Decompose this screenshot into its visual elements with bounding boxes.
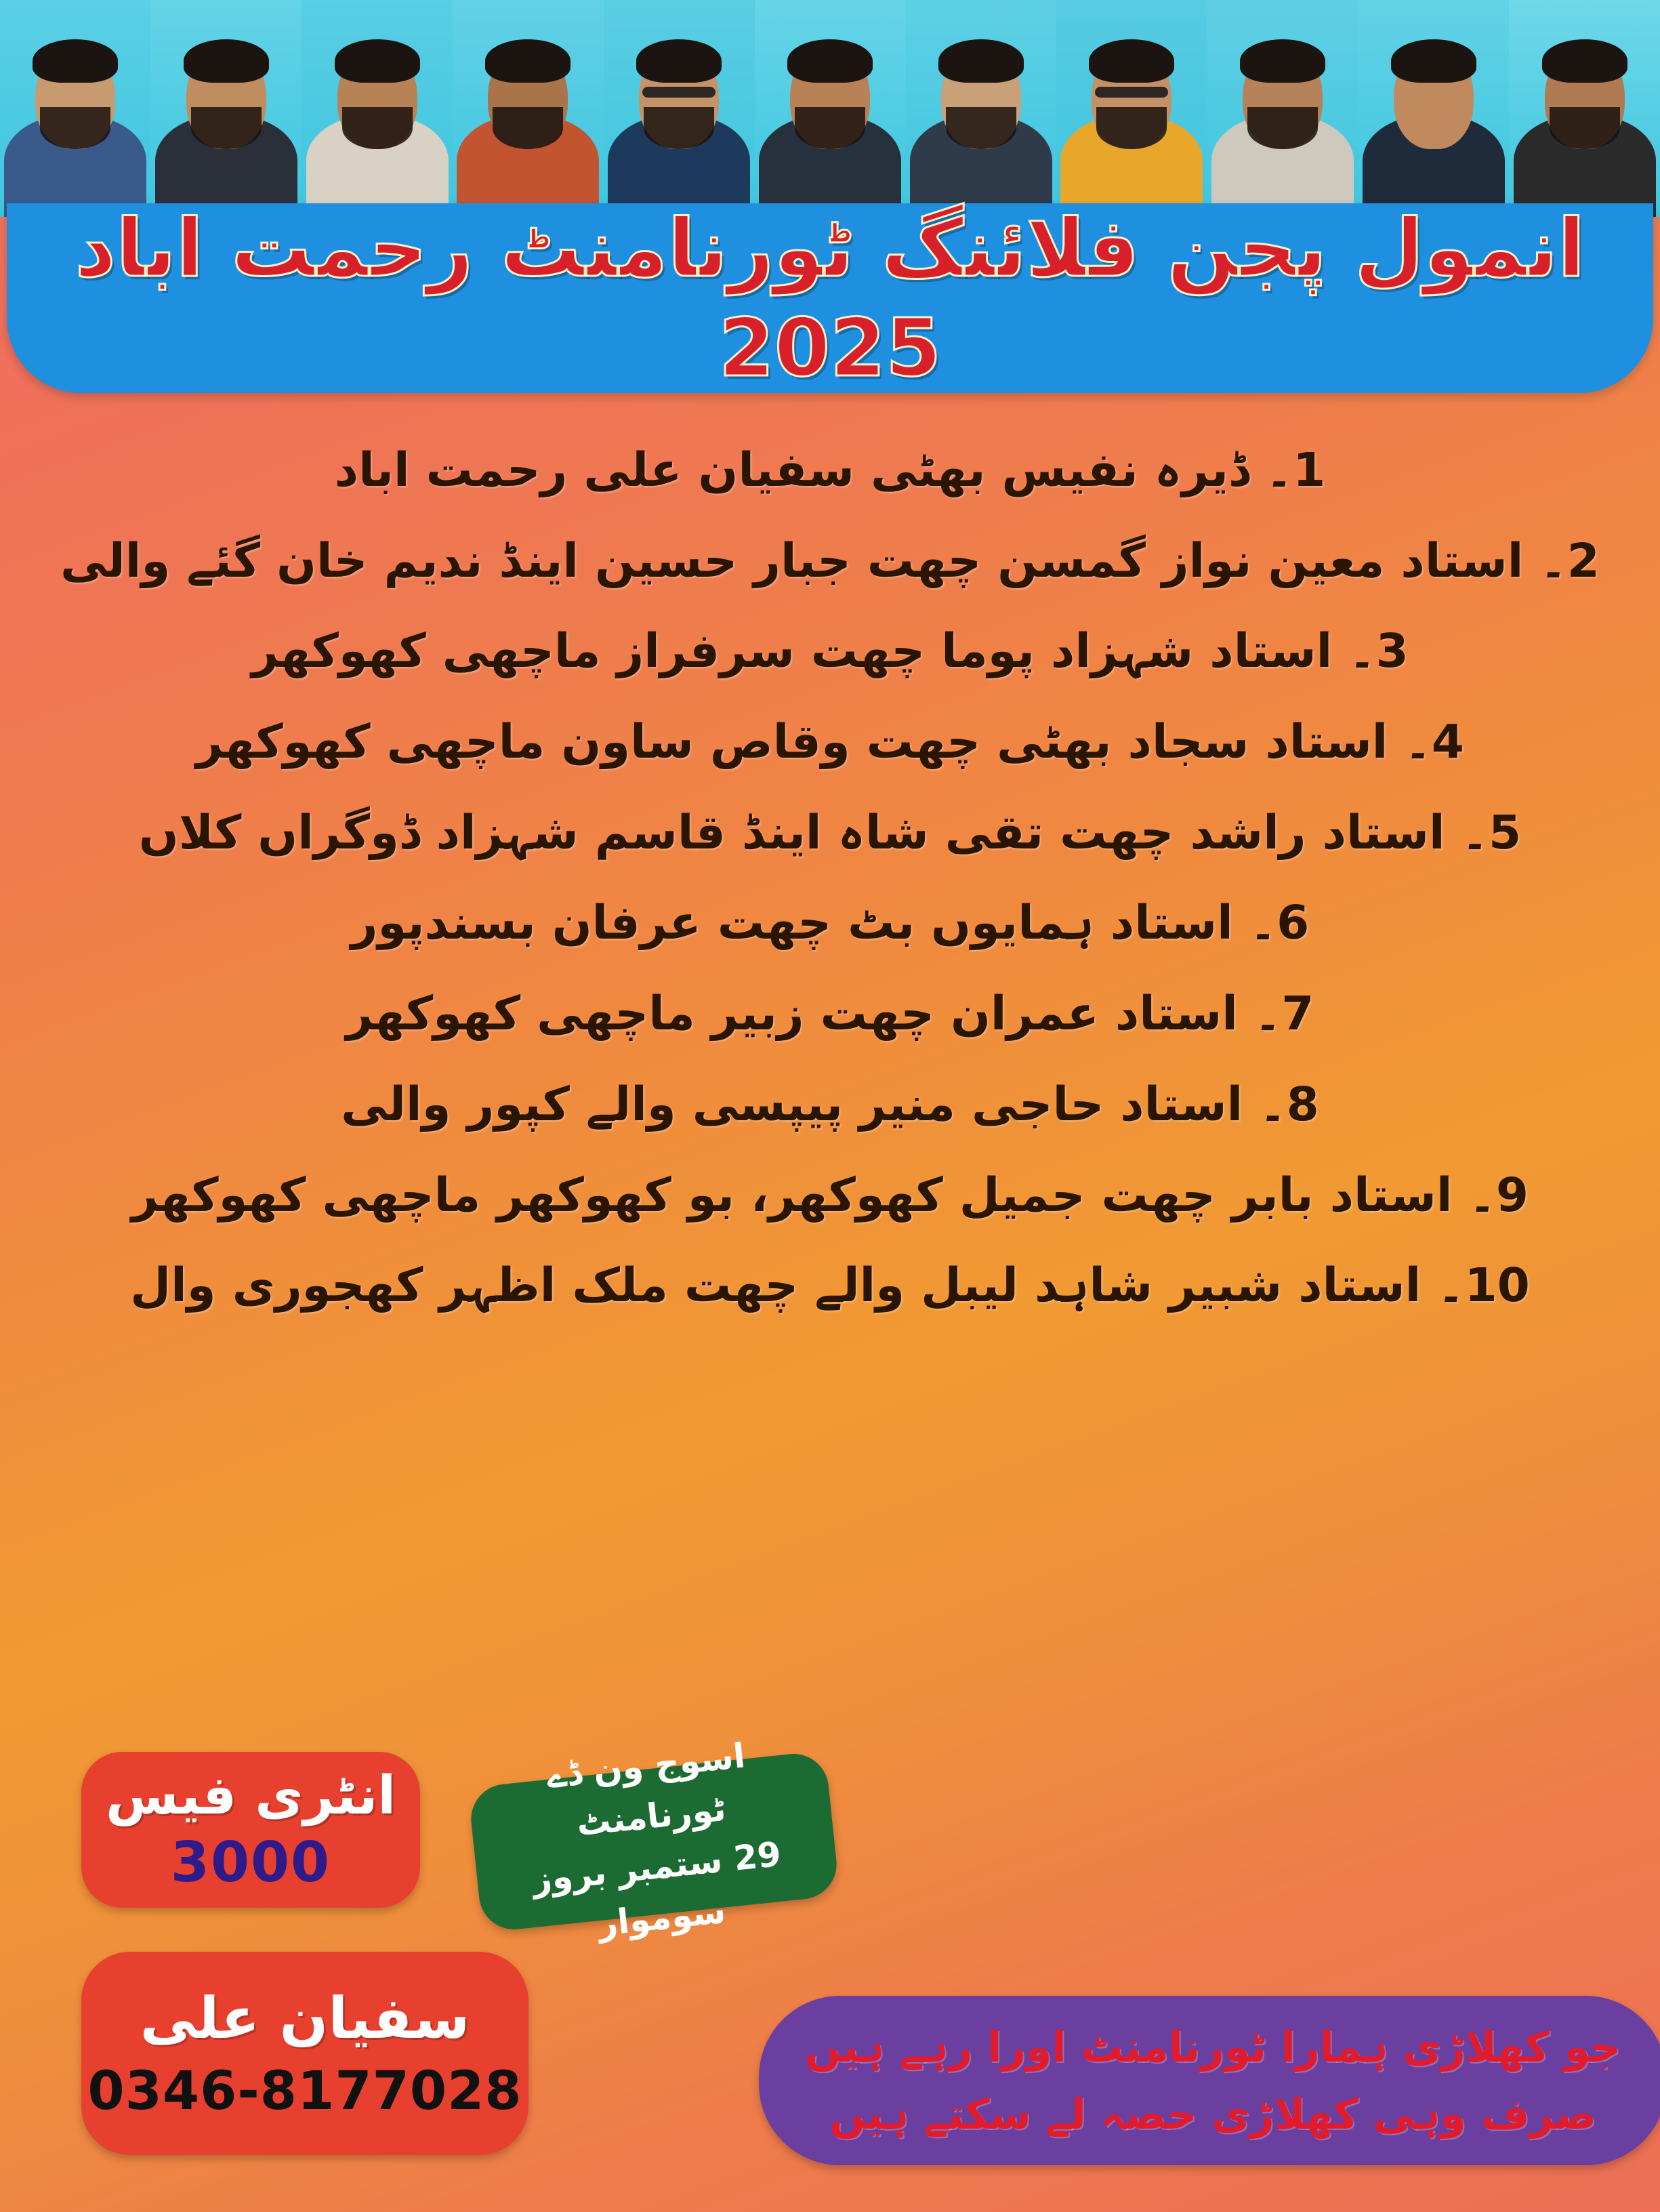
page-title: انمول پجن فلائنگ ٹورنامنٹ رحمت اباد 2025 — [75, 201, 1585, 394]
event-date-line2: 29 ستمبر بروز سوموار — [530, 1834, 783, 1944]
photo-beard — [1247, 107, 1318, 149]
event-date-line1: اسوج ون ڈے ٹورنامنٹ — [545, 1735, 747, 1844]
participant-photos-band — [0, 0, 1660, 217]
participants-list — [47, 441, 1613, 1347]
list-item: 3۔ استاد شہزاد پوما چھت سرفراز ماچھی کھوکھر — [251, 624, 1409, 679]
photo-beard — [342, 107, 413, 149]
event-date-badge — [468, 1735, 840, 1944]
eligibility-note-line1: جو کھلاڑی ہمارا ٹورنامنٹ اورا رہے ہیں — [805, 2022, 1621, 2072]
contact-name: سفیان علی — [140, 1985, 470, 2051]
list-item: 1۔ ڈیرہ نفیس بھٹی سفیان علی رحمت اباد — [334, 443, 1326, 497]
photo-hair — [787, 39, 873, 83]
participant-photo — [905, 0, 1056, 217]
entry-fee-label: انٹری فیس — [105, 1765, 396, 1826]
list-item: 7۔ استاد عمران چھت زبیر ماچھی کھوکھر — [346, 987, 1314, 1042]
photo-hair — [184, 39, 269, 83]
participant-photo — [453, 0, 604, 217]
participant-photo — [0, 0, 151, 217]
photo-sunglasses — [642, 87, 715, 98]
photo-beard — [1550, 107, 1620, 149]
title-banner — [7, 203, 1653, 393]
list-item: 5۔ استاد راشد چھت تقی شاہ اینڈ قاسم شہزاد ڈوگراں کلاں — [138, 805, 1522, 860]
list-item: 2۔ استاد معین نواز گمسن چھت جبار حسین اینڈ ندیم خان گئے والی — [60, 533, 1600, 588]
photo-hair — [485, 39, 570, 83]
list-item: 8۔ استاد حاجی منیر پیپسی والے کپور والی — [341, 1077, 1319, 1132]
photo-beard — [1096, 107, 1167, 149]
participant-photo — [1207, 0, 1358, 217]
participant-photo — [604, 0, 755, 217]
list-item: 10۔ استاد شبیر شاہد لیبل والے چھت ملک اظہر کھجوری وال — [130, 1258, 1530, 1313]
photo-hair — [1089, 39, 1174, 83]
participant-photo — [302, 0, 453, 217]
entry-fee-amount: 3000 — [170, 1830, 331, 1895]
list-item: 4۔ استاد سجاد بھٹی چھت وقاص ساون ماچھی کھوکھر — [196, 715, 1464, 770]
photo-sunglasses — [1095, 87, 1168, 98]
photo-hair — [33, 39, 118, 83]
photo-beard — [493, 107, 563, 149]
participant-photo — [755, 0, 906, 217]
contact-badge — [81, 1952, 528, 2155]
photo-beard — [644, 107, 714, 149]
contact-phone: 0346-8177028 — [87, 2061, 522, 2122]
list-item: 6۔ استاد ہمایوں بٹ چھت عرفان بسندپور — [350, 896, 1310, 951]
photo-hair — [335, 39, 420, 83]
entry-fee-badge — [81, 1752, 420, 1908]
photo-beard — [946, 107, 1016, 149]
participant-photo — [1358, 0, 1510, 217]
eligibility-note-line2: صرف وہی کھلاڑی حصہ لے سکتے ہیں — [829, 2089, 1596, 2139]
photo-beard — [795, 107, 865, 149]
photo-beard — [191, 107, 262, 149]
participant-photo — [1056, 0, 1207, 217]
eligibility-note-badge — [759, 1996, 1660, 2165]
photo-beard — [40, 107, 110, 149]
photo-hair — [636, 39, 722, 83]
list-item: 9۔ استاد بابر چھت جمیل کھوکھر، بو کھوکھر ماچھی کھوکھر — [131, 1168, 1529, 1223]
participant-photo — [1509, 0, 1660, 217]
photo-hair — [1391, 39, 1476, 83]
photo-hair — [1542, 39, 1627, 83]
photo-hair — [1240, 39, 1325, 83]
photo-hair — [938, 39, 1024, 83]
participant-photo — [151, 0, 302, 217]
